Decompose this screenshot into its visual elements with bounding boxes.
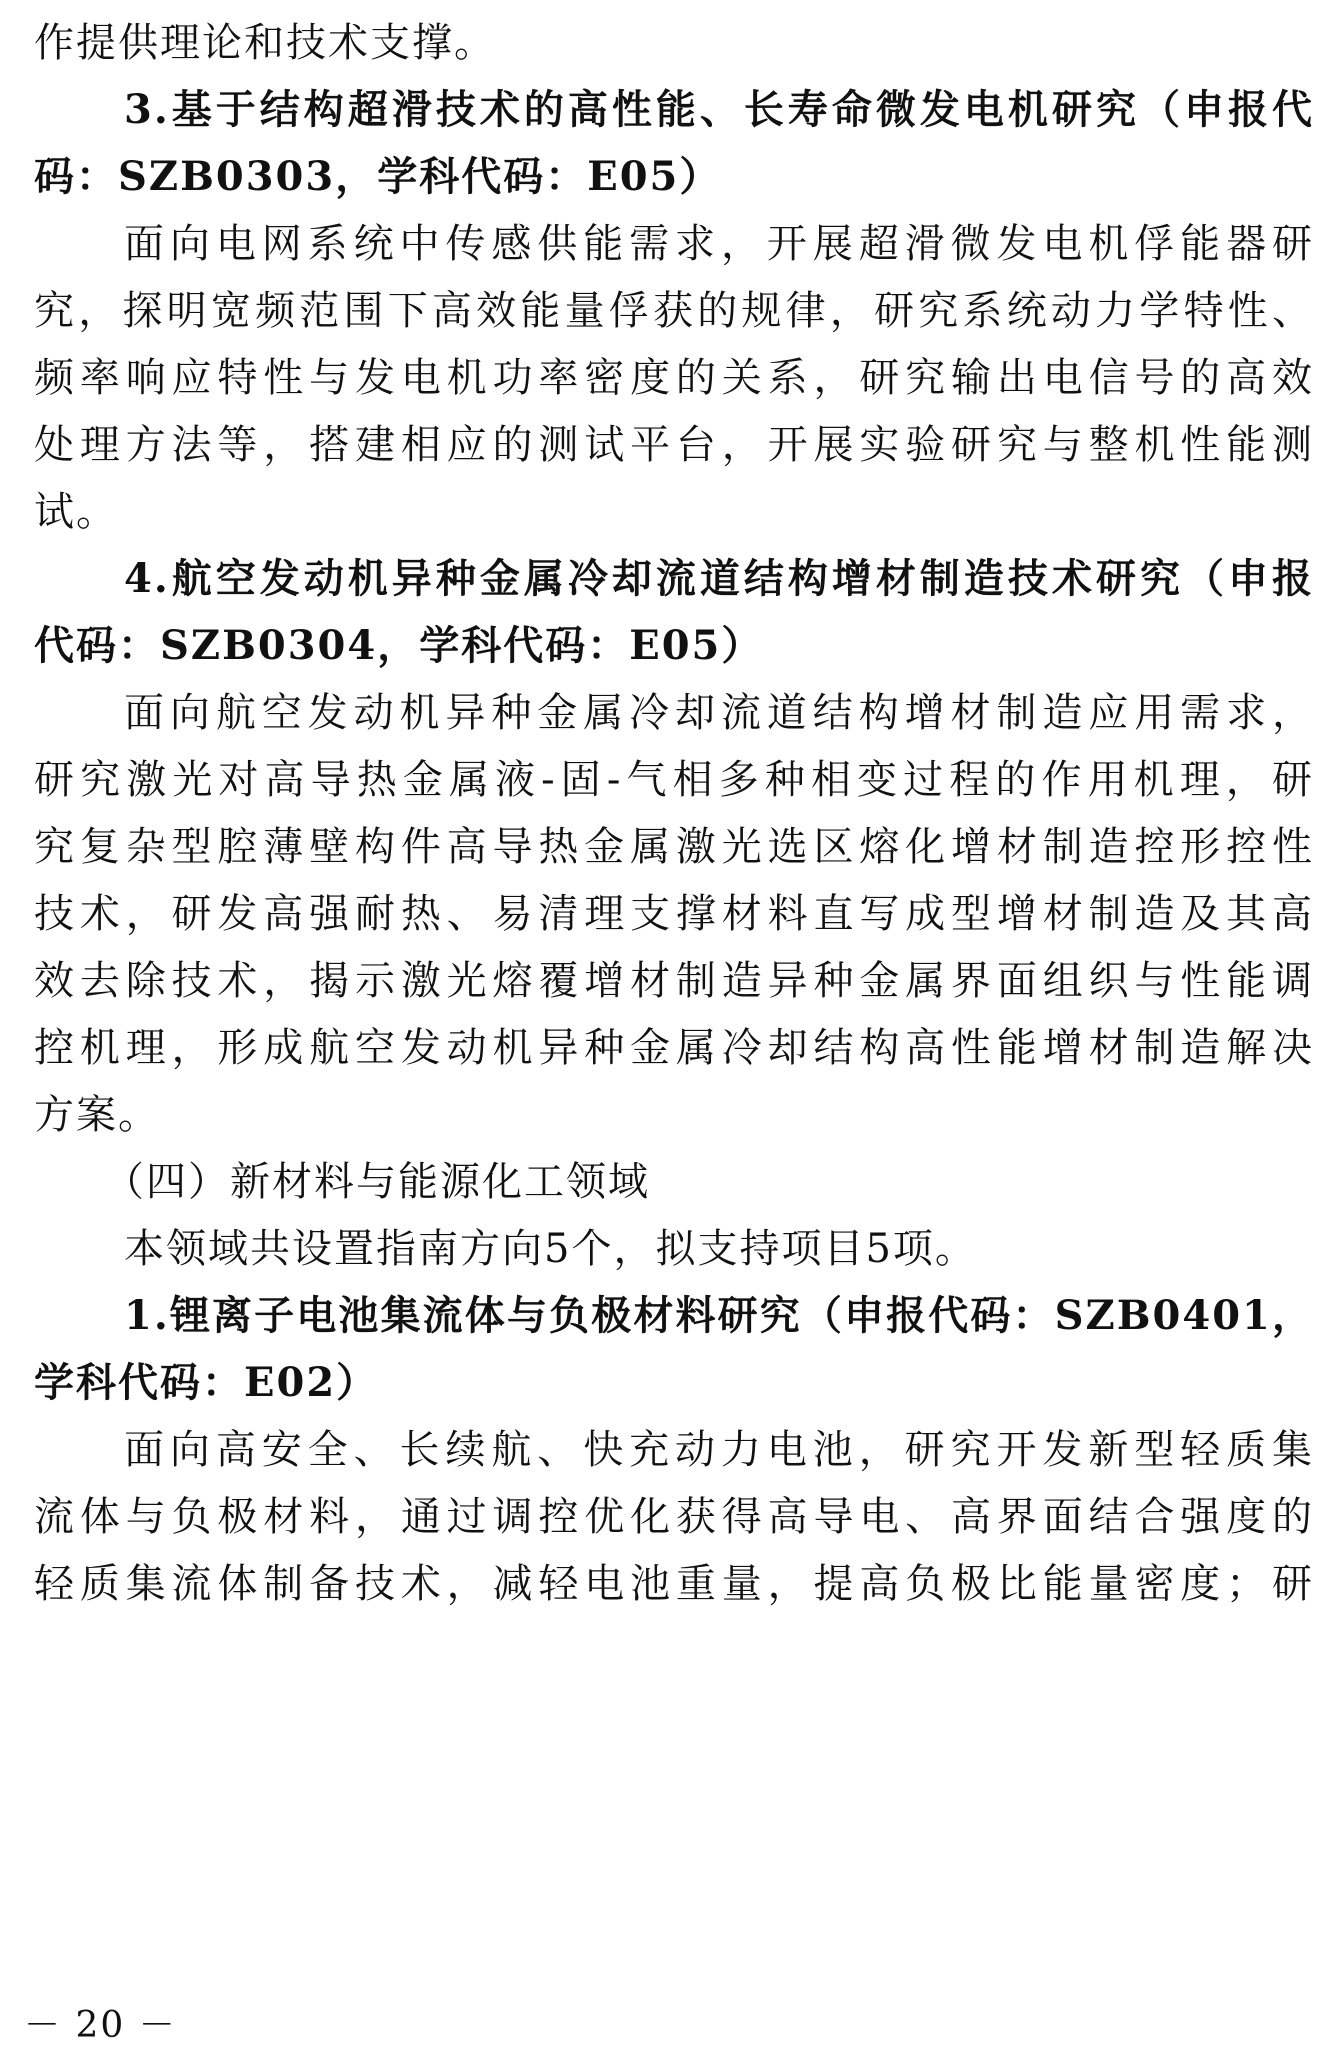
page-number: － 20 －	[24, 2005, 177, 2046]
paragraph-line: 效去除技术，揭示激光熔覆增材制造异种金属界面组织与性能调	[34, 958, 1314, 1004]
paragraph-line: 面向航空发动机异种金属冷却流道结构增材制造应用需求，	[124, 690, 1314, 736]
paragraph-line: 流体与负极材料，通过调控优化获得高导电、高界面结合强度的	[34, 1494, 1314, 1540]
paragraph-line: 究，探明宽频范围下高效能量俘获的规律，研究系统动力学特性、	[34, 288, 1314, 334]
paragraph-line: 面向高安全、长续航、快充动力电池，研究开发新型轻质集	[124, 1427, 1314, 1473]
paragraph-line: 方案。	[34, 1092, 160, 1138]
paragraph-line: 面向电网系统中传感供能需求，开展超滑微发电机俘能器研	[124, 221, 1314, 267]
section-heading: 4.航空发动机异种金属冷却流道结构增材制造技术研究（申报	[124, 555, 1314, 602]
paragraph-line: 试。	[34, 489, 118, 535]
paragraph-line: 轻质集流体制备技术，减轻电池重量，提高负极比能量密度；研	[34, 1561, 1314, 1607]
paragraph-line: 本领域共设置指南方向5个，拟支持项目5项。	[124, 1226, 977, 1272]
section-heading: 码：SZB0303，学科代码：E05）	[34, 153, 722, 200]
paragraph-line: 研究激光对高导热金属液-固-气相多种相变过程的作用机理，研	[34, 757, 1314, 803]
paragraph-line: 作提供理论和技术支撑。	[34, 20, 496, 66]
section-heading: 3.基于结构超滑技术的高性能、长寿命微发电机研究（申报代	[124, 86, 1314, 133]
paragraph-line: 究复杂型腔薄壁构件高导热金属激光选区熔化增材制造控形控性	[34, 824, 1314, 870]
section-heading: 代码：SZB0304，学科代码：E05）	[34, 622, 764, 669]
paragraph-line: 频率响应特性与发电机功率密度的关系，研究输出电信号的高效	[34, 355, 1314, 401]
section-heading: 1.锂离子电池集流体与负极材料研究（申报代码：SZB0401，	[124, 1292, 1314, 1339]
subsection-title: （四）新材料与能源化工领域	[104, 1159, 650, 1205]
paragraph-line: 处理方法等，搭建相应的测试平台，开展实验研究与整机性能测	[34, 422, 1314, 468]
paragraph-line: 控机理，形成航空发动机异种金属冷却结构高性能增材制造解决	[34, 1025, 1314, 1071]
paragraph-line: 技术，研发高强耐热、易清理支撑材料直写成型增材制造及其高	[34, 891, 1314, 937]
section-heading: 学科代码：E02）	[34, 1359, 379, 1406]
